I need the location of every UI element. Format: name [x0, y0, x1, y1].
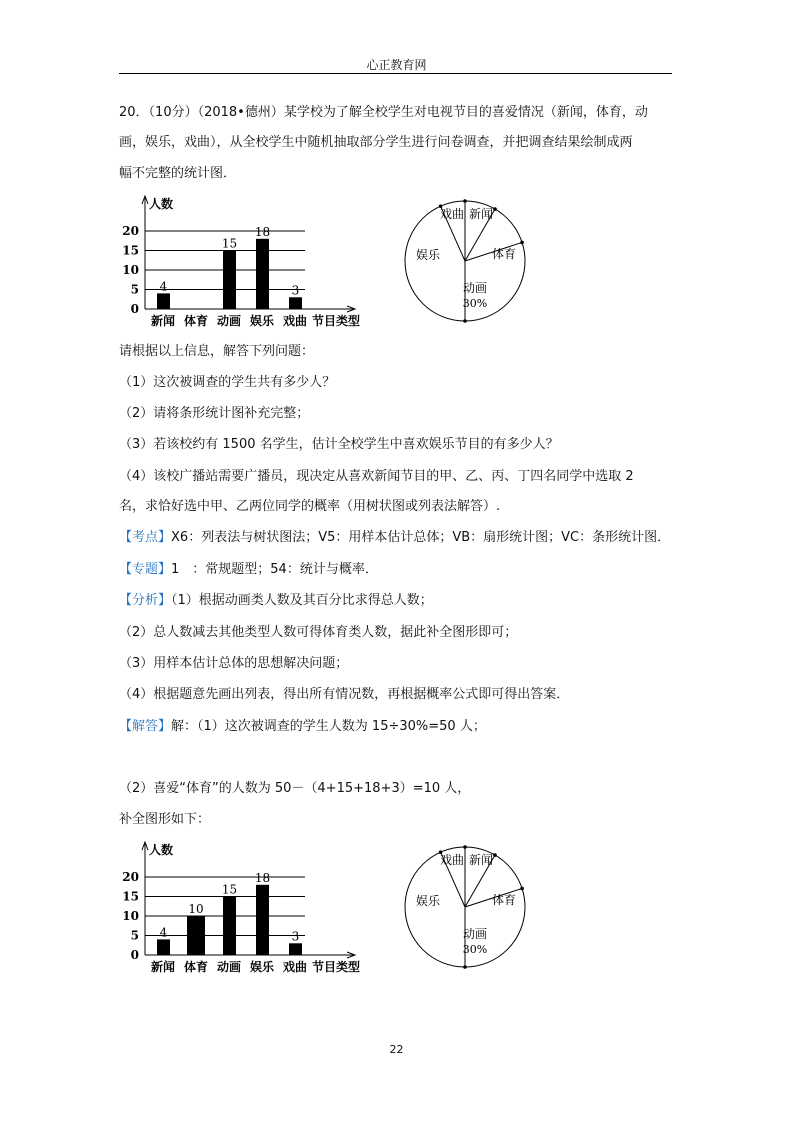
- x-tick-label: 动画: [216, 314, 242, 328]
- bar-chart-incomplete: [119, 192, 369, 334]
- bar: [187, 916, 205, 955]
- pie-boundary-dot: [463, 199, 467, 203]
- question-item-2: （2）请将条形统计图补充完整；: [119, 406, 310, 421]
- fenxi-line: [119, 593, 433, 609]
- x-axis-label: 节目类型: [311, 960, 361, 974]
- y-tick-label: 20: [122, 224, 139, 238]
- pie-label-xinwen: 新闻: [468, 207, 494, 221]
- bar: [157, 293, 170, 309]
- pie-label-tiyu: 体育: [491, 893, 517, 907]
- x-tick-label: 戏曲: [282, 960, 308, 974]
- bar-chart-complete: [119, 838, 369, 980]
- header-rule: [119, 73, 672, 74]
- pie-label-tiyu: 体育: [491, 247, 517, 261]
- question-item-3: （3）若该校约有 1500 名学生，估计全校学生中喜欢娱乐节目的有多少人？: [119, 437, 559, 452]
- pie-boundary-dot: [463, 965, 467, 969]
- fenxi-text: （1）根据动画类人数及其百分比求得总人数；: [171, 593, 433, 608]
- question-item-4: （4）该校广播站需要广播员，现决定从喜欢新闻节目的甲、乙、丙、丁四名同学中选取 2: [119, 469, 634, 484]
- step2b-line: 补全图形如下：: [119, 812, 211, 827]
- pie-label-xiqu: 戏曲: [439, 207, 465, 221]
- x-tick-label: 动画: [216, 960, 242, 974]
- y-axis-label: 人数: [149, 197, 174, 211]
- pie-label-donghua: 动画: [462, 927, 488, 941]
- jieda-tag: 【解答】: [119, 719, 172, 734]
- pie-label-yule: 娱乐: [415, 894, 441, 908]
- y-tick-label: 20: [122, 870, 139, 884]
- pie-percent-label: 30%: [462, 297, 488, 310]
- y-tick-label: 0: [130, 948, 139, 962]
- jieda-line: [119, 719, 486, 735]
- bar-data-label: 18: [254, 224, 271, 239]
- pie-boundary-dot: [493, 207, 497, 211]
- pie-boundary-dot: [493, 853, 497, 857]
- pie-boundary-dot: [463, 319, 467, 323]
- y-tick-label: 5: [130, 282, 139, 297]
- question-item-4-cont: 名，求恰好选中甲、乙两位同学的概率（用树状图或列表法解答）.: [119, 499, 501, 514]
- x-tick-label: 新闻: [150, 314, 176, 328]
- question-line-1: 20．（10分）（2018•德州）某学校为了解全校学生对电视节目的喜爱情况（新闻，体育，动: [119, 105, 648, 120]
- bar-data-label: 4: [159, 925, 168, 940]
- pie-label-xiqu: 戏曲: [439, 853, 465, 867]
- bar-data-label: 3: [291, 929, 300, 944]
- y-tick-label: 15: [122, 889, 139, 904]
- bar-data-label: 10: [188, 902, 204, 916]
- question-item-1: （1）这次被调查的学生共有多少人？: [119, 375, 336, 390]
- zhuanti-line: [119, 562, 378, 578]
- pie-boundary-dot: [463, 845, 467, 849]
- bar: [223, 897, 236, 956]
- kaodian-line: [119, 530, 670, 546]
- pie-chart-complete: [395, 842, 545, 972]
- kaodian-text: X6：列表法与树状图法；V5：用样本估计总体；VB：扇形统计图；VC：条形统计图．: [171, 530, 671, 545]
- x-tick-label: 戏曲: [282, 314, 308, 328]
- bar: [157, 939, 170, 955]
- pie-boundary-dot: [520, 241, 524, 245]
- x-axis-label: 节目类型: [311, 314, 361, 328]
- zhuanti-text: 1 ：常规题型；54：统计与概率．: [171, 562, 378, 577]
- x-tick-label: 体育: [183, 314, 209, 328]
- y-tick-label: 10: [122, 263, 139, 277]
- bar-data-label: 18: [254, 870, 271, 885]
- fenxi-tag: 【分析】: [119, 593, 172, 608]
- bar-data-label: 15: [221, 236, 238, 251]
- bar: [289, 943, 302, 955]
- bar-data-label: 15: [221, 882, 238, 897]
- jieda-text: 解：（1）这次被调查的学生人数为 15÷30%=50 人；: [171, 719, 486, 734]
- pie-boundary-dot: [520, 887, 524, 891]
- pie-percent-label: 30%: [462, 943, 488, 956]
- bar-data-label: 4: [159, 279, 168, 294]
- kaodian-tag: 【考点】: [119, 530, 172, 545]
- x-tick-label: 娱乐: [249, 960, 275, 974]
- bar: [256, 885, 269, 955]
- prompt-text: 请根据以上信息，解答下列问题：: [119, 344, 315, 359]
- bar-data-label: 3: [291, 283, 300, 298]
- page-number: 22: [389, 1043, 404, 1056]
- fenxi-line-3: （3）用样本估计总体的思想解决问题；: [119, 656, 349, 671]
- x-tick-label: 新闻: [150, 960, 176, 974]
- pie-label-donghua: 动画: [462, 281, 488, 295]
- bar: [223, 251, 236, 310]
- y-axis-label: 人数: [149, 843, 174, 857]
- y-tick-label: 5: [130, 928, 139, 943]
- pie-chart-incomplete: [395, 196, 545, 326]
- bar: [256, 239, 269, 309]
- x-tick-label: 娱乐: [249, 314, 275, 328]
- y-tick-label: 0: [130, 302, 139, 316]
- step2-line: （2）喜爱“体育”的人数为 50－（4+15+18+3）=10 人，: [119, 781, 471, 796]
- page-header-title: 心正教育网: [366, 58, 427, 72]
- pie-label-xinwen: 新闻: [468, 853, 494, 867]
- y-tick-label: 10: [122, 909, 139, 923]
- question-line-2: 画，娱乐，戏曲），从全校学生中随机抽取部分学生进行问卷调查，并把调查结果绘制成两: [119, 135, 633, 150]
- question-line-3: 幅不完整的统计图．: [119, 166, 237, 181]
- y-tick-label: 15: [122, 243, 139, 258]
- pie-label-yule: 娱乐: [415, 248, 441, 262]
- bar: [289, 297, 302, 309]
- x-tick-label: 体育: [183, 960, 209, 974]
- zhuanti-tag: 【专题】: [119, 562, 172, 577]
- fenxi-line-2: （2）总人数减去其他类型人数可得体育类人数，据此补全图形即可；: [119, 625, 518, 640]
- fenxi-line-4: （4）根据题意先画出列表，得出所有情况数，再根据概率公式即可得出答案．: [119, 687, 570, 702]
